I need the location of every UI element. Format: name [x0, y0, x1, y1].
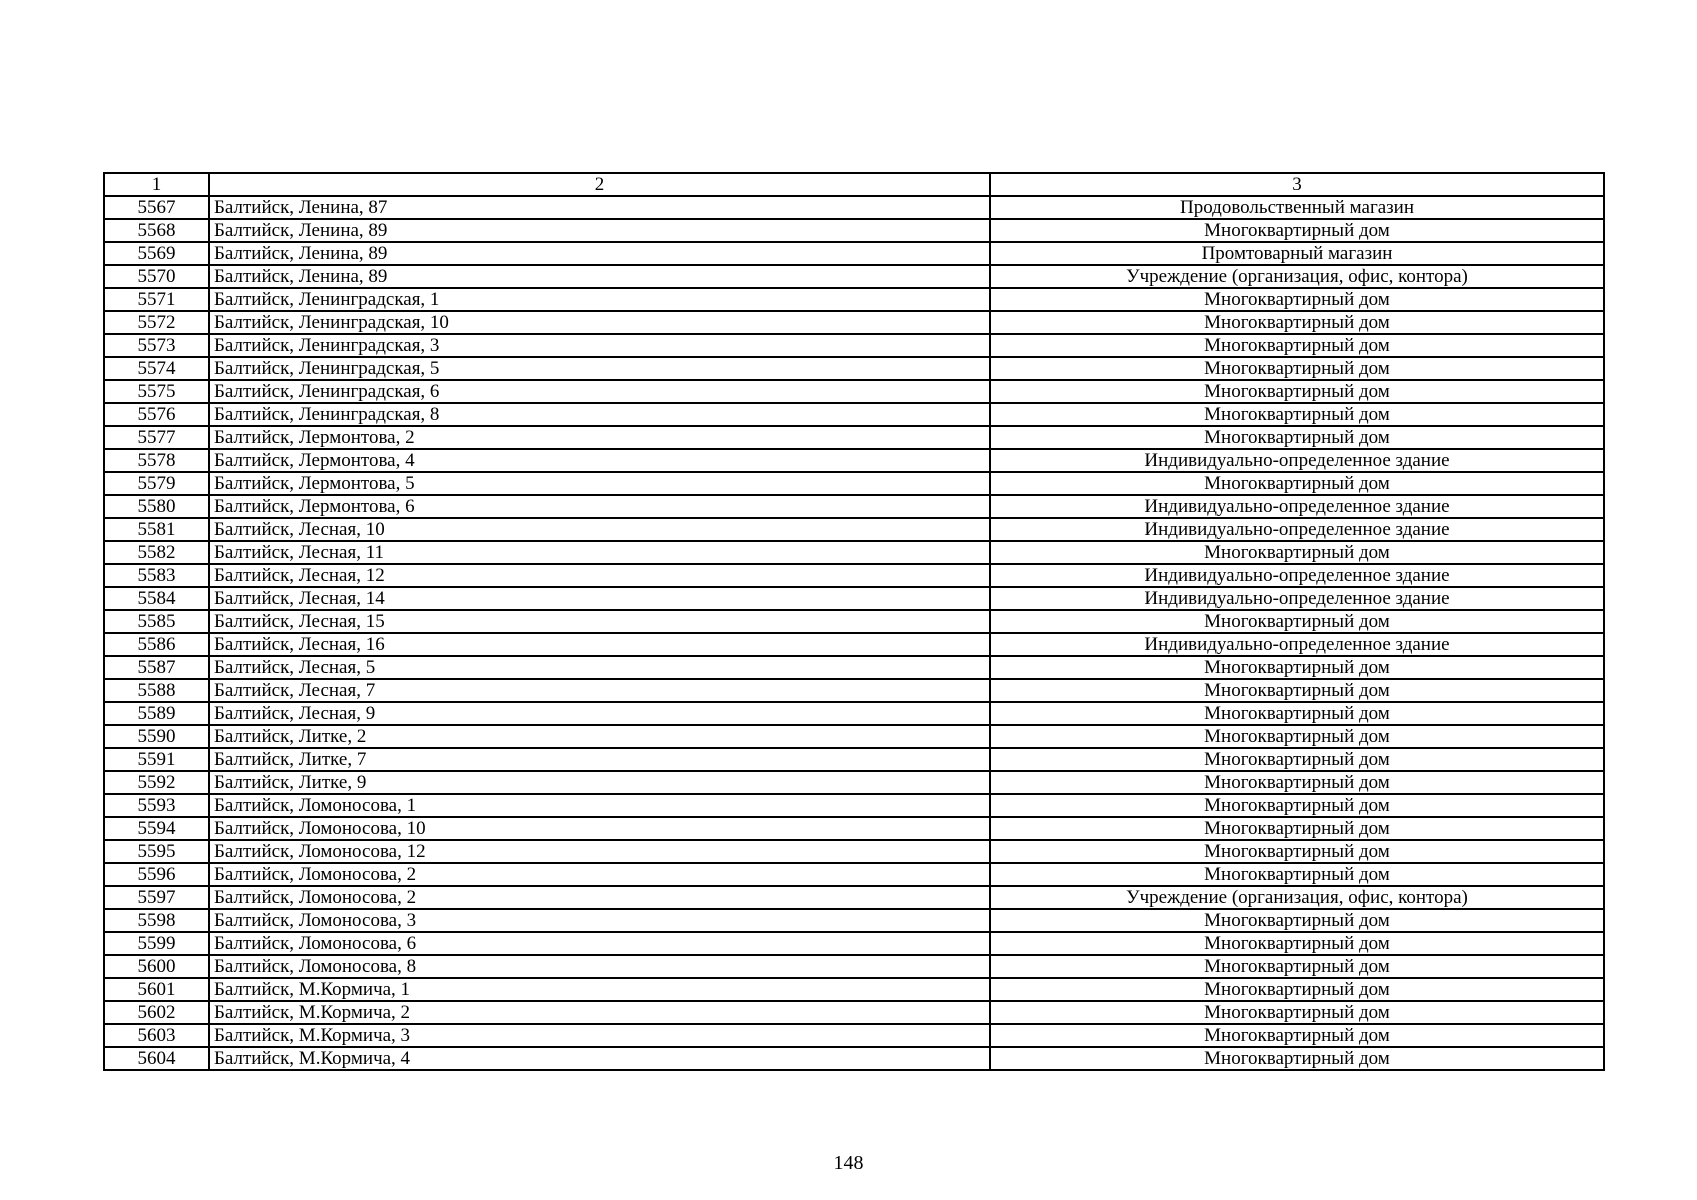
- table-row: [104, 610, 1604, 633]
- row-number-cell: 5585: [104, 610, 209, 633]
- building-type-cell: Продовольственный магазин: [990, 196, 1604, 219]
- row-number-cell: 5578: [104, 449, 209, 472]
- building-type-cell: Учреждение (организация, офис, контора): [990, 265, 1604, 288]
- row-number-cell: 5570: [104, 265, 209, 288]
- address-cell: Балтийск, Лесная, 9: [209, 702, 990, 725]
- row-number-cell: 5574: [104, 357, 209, 380]
- building-type-cell: Индивидуально-определенное здание: [990, 587, 1604, 610]
- table-row: [104, 932, 1604, 955]
- table-row: [104, 265, 1604, 288]
- row-number-cell: 5588: [104, 679, 209, 702]
- row-number-cell: 5592: [104, 771, 209, 794]
- table-row: [104, 771, 1604, 794]
- address-cell: Балтийск, Лесная, 11: [209, 541, 990, 564]
- address-cell: Балтийск, Лесная, 14: [209, 587, 990, 610]
- building-type-cell: Многоквартирный дом: [990, 311, 1604, 334]
- building-type-cell: Многоквартирный дом: [990, 1001, 1604, 1024]
- table-row: [104, 426, 1604, 449]
- address-cell: Балтийск, Ленинградская, 8: [209, 403, 990, 426]
- building-type-cell: Многоквартирный дом: [990, 1047, 1604, 1070]
- row-number-cell: 5598: [104, 909, 209, 932]
- row-number-cell: 5595: [104, 840, 209, 863]
- building-type-cell: Многоквартирный дом: [990, 909, 1604, 932]
- row-number-cell: 5590: [104, 725, 209, 748]
- address-cell: Балтийск, Ленина, 87: [209, 196, 990, 219]
- table-row: [104, 909, 1604, 932]
- address-cell: Балтийск, Ленинградская, 10: [209, 311, 990, 334]
- building-type-cell: Многоквартирный дом: [990, 610, 1604, 633]
- building-type-cell: Многоквартирный дом: [990, 702, 1604, 725]
- column-header-number: 1: [104, 173, 209, 196]
- row-number-cell: 5573: [104, 334, 209, 357]
- row-number-cell: 5571: [104, 288, 209, 311]
- building-type-cell: Индивидуально-определенное здание: [990, 564, 1604, 587]
- row-number-cell: 5582: [104, 541, 209, 564]
- row-number-cell: 5581: [104, 518, 209, 541]
- column-header-address: 2: [209, 173, 990, 196]
- table-row: [104, 656, 1604, 679]
- address-cell: Балтийск, Ленинградская, 3: [209, 334, 990, 357]
- address-cell: Балтийск, Литке, 7: [209, 748, 990, 771]
- address-cell: Балтийск, Ленина, 89: [209, 219, 990, 242]
- table-row: [104, 495, 1604, 518]
- address-cell: Балтийск, Лермонтова, 6: [209, 495, 990, 518]
- address-cell: Балтийск, Ленина, 89: [209, 242, 990, 265]
- table-row: [104, 472, 1604, 495]
- table-row: [104, 794, 1604, 817]
- row-number-cell: 5587: [104, 656, 209, 679]
- address-cell: Балтийск, Ленина, 89: [209, 265, 990, 288]
- building-type-cell: Многоквартирный дом: [990, 656, 1604, 679]
- building-type-cell: Многоквартирный дом: [990, 357, 1604, 380]
- address-cell: Балтийск, Ломоносова, 6: [209, 932, 990, 955]
- column-header-type: 3: [990, 173, 1604, 196]
- row-number-cell: 5599: [104, 932, 209, 955]
- building-type-cell: Многоквартирный дом: [990, 403, 1604, 426]
- building-type-cell: Многоквартирный дом: [990, 840, 1604, 863]
- address-cell: Балтийск, Лермонтова, 5: [209, 472, 990, 495]
- address-cell: Балтийск, Ломоносова, 8: [209, 955, 990, 978]
- building-type-cell: Многоквартирный дом: [990, 380, 1604, 403]
- row-number-cell: 5586: [104, 633, 209, 656]
- page-number: 148: [833, 1152, 864, 1174]
- address-table: [103, 172, 1605, 1071]
- table-row: [104, 702, 1604, 725]
- row-number-cell: 5602: [104, 1001, 209, 1024]
- table-row: [104, 541, 1604, 564]
- row-number-cell: 5568: [104, 219, 209, 242]
- address-cell: Балтийск, Лесная, 12: [209, 564, 990, 587]
- table-row: [104, 886, 1604, 909]
- row-number-cell: 5597: [104, 886, 209, 909]
- table-row: [104, 840, 1604, 863]
- building-type-cell: Многоквартирный дом: [990, 334, 1604, 357]
- table-row: [104, 196, 1604, 219]
- building-type-cell: Многоквартирный дом: [990, 817, 1604, 840]
- table-row: [104, 1047, 1604, 1070]
- row-number-cell: 5591: [104, 748, 209, 771]
- building-type-cell: Многоквартирный дом: [990, 955, 1604, 978]
- building-type-cell: Учреждение (организация, офис, контора): [990, 886, 1604, 909]
- address-cell: Балтийск, Ломоносова, 10: [209, 817, 990, 840]
- address-cell: Балтийск, Лесная, 16: [209, 633, 990, 656]
- address-cell: Балтийск, Литке, 9: [209, 771, 990, 794]
- address-cell: Балтийск, Лесная, 5: [209, 656, 990, 679]
- table-row: [104, 863, 1604, 886]
- row-number-cell: 5580: [104, 495, 209, 518]
- table-row: [104, 679, 1604, 702]
- table-row: [104, 518, 1604, 541]
- address-cell: Балтийск, Литке, 2: [209, 725, 990, 748]
- building-type-cell: Индивидуально-определенное здание: [990, 495, 1604, 518]
- building-type-cell: Многоквартирный дом: [990, 725, 1604, 748]
- address-cell: Балтийск, Ленинградская, 5: [209, 357, 990, 380]
- building-type-cell: Многоквартирный дом: [990, 748, 1604, 771]
- table-row: [104, 978, 1604, 1001]
- building-type-cell: Многоквартирный дом: [990, 426, 1604, 449]
- address-cell: Балтийск, Ломоносова, 2: [209, 886, 990, 909]
- building-type-cell: Индивидуально-определенное здание: [990, 449, 1604, 472]
- table-row: [104, 242, 1604, 265]
- table-row: [104, 1024, 1604, 1047]
- table-row: [104, 587, 1604, 610]
- address-cell: Балтийск, Ломоносова, 1: [209, 794, 990, 817]
- row-number-cell: 5593: [104, 794, 209, 817]
- building-type-cell: Многоквартирный дом: [990, 771, 1604, 794]
- row-number-cell: 5584: [104, 587, 209, 610]
- table-row: [104, 633, 1604, 656]
- table-row: [104, 1001, 1604, 1024]
- row-number-cell: 5569: [104, 242, 209, 265]
- address-cell: Балтийск, М.Кормича, 4: [209, 1047, 990, 1070]
- table-header-row: [104, 173, 1604, 196]
- row-number-cell: 5596: [104, 863, 209, 886]
- address-table-body: [104, 173, 1604, 1070]
- row-number-cell: 5604: [104, 1047, 209, 1070]
- table-row: [104, 334, 1604, 357]
- row-number-cell: 5575: [104, 380, 209, 403]
- table-row: [104, 748, 1604, 771]
- table-row: [104, 403, 1604, 426]
- row-number-cell: 5589: [104, 702, 209, 725]
- row-number-cell: 5576: [104, 403, 209, 426]
- table-row: [104, 564, 1604, 587]
- building-type-cell: Индивидуально-определенное здание: [990, 518, 1604, 541]
- address-cell: Балтийск, Лермонтова, 4: [209, 449, 990, 472]
- table-row: [104, 357, 1604, 380]
- table-row: [104, 955, 1604, 978]
- address-cell: Балтийск, Лесная, 10: [209, 518, 990, 541]
- building-type-cell: Многоквартирный дом: [990, 932, 1604, 955]
- row-number-cell: 5603: [104, 1024, 209, 1047]
- address-cell: Балтийск, Лесная, 7: [209, 679, 990, 702]
- address-cell: Балтийск, Ленинградская, 1: [209, 288, 990, 311]
- building-type-cell: Многоквартирный дом: [990, 472, 1604, 495]
- table-row: [104, 288, 1604, 311]
- building-type-cell: Индивидуально-определенное здание: [990, 633, 1604, 656]
- building-type-cell: Промтоварный магазин: [990, 242, 1604, 265]
- table-row: [104, 311, 1604, 334]
- table-row: [104, 380, 1604, 403]
- row-number-cell: 5567: [104, 196, 209, 219]
- address-cell: Балтийск, Ломоносова, 2: [209, 863, 990, 886]
- row-number-cell: 5579: [104, 472, 209, 495]
- table-row: [104, 725, 1604, 748]
- row-number-cell: 5572: [104, 311, 209, 334]
- table-row: [104, 449, 1604, 472]
- building-type-cell: Многоквартирный дом: [990, 541, 1604, 564]
- building-type-cell: Многоквартирный дом: [990, 794, 1604, 817]
- address-cell: Балтийск, Ломоносова, 3: [209, 909, 990, 932]
- address-cell: Балтийск, М.Кормича, 2: [209, 1001, 990, 1024]
- row-number-cell: 5594: [104, 817, 209, 840]
- table-row: [104, 219, 1604, 242]
- address-cell: Балтийск, М.Кормича, 1: [209, 978, 990, 1001]
- building-type-cell: Многоквартирный дом: [990, 1024, 1604, 1047]
- address-cell: Балтийск, Лесная, 15: [209, 610, 990, 633]
- address-cell: Балтийск, Лермонтова, 2: [209, 426, 990, 449]
- building-type-cell: Многоквартирный дом: [990, 679, 1604, 702]
- building-type-cell: Многоквартирный дом: [990, 863, 1604, 886]
- row-number-cell: 5583: [104, 564, 209, 587]
- building-type-cell: Многоквартирный дом: [990, 978, 1604, 1001]
- table-row: [104, 817, 1604, 840]
- building-type-cell: Многоквартирный дом: [990, 288, 1604, 311]
- address-cell: Балтийск, М.Кормича, 3: [209, 1024, 990, 1047]
- row-number-cell: 5600: [104, 955, 209, 978]
- address-cell: Балтийск, Ленинградская, 6: [209, 380, 990, 403]
- building-type-cell: Многоквартирный дом: [990, 219, 1604, 242]
- row-number-cell: 5601: [104, 978, 209, 1001]
- address-cell: Балтийск, Ломоносова, 12: [209, 840, 990, 863]
- row-number-cell: 5577: [104, 426, 209, 449]
